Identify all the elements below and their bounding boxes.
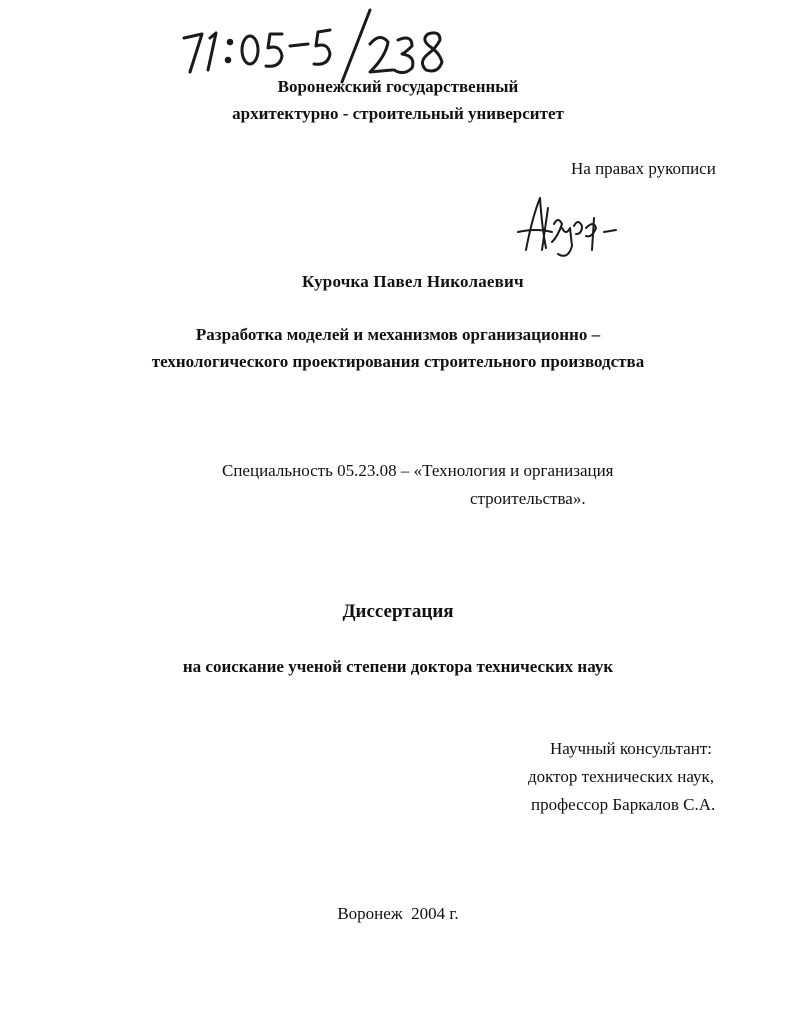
degree-statement: на соискание ученой степени доктора технических наук <box>182 657 614 676</box>
dissertation-title-line2: технологического проектирования строительного производства <box>151 352 645 371</box>
specialty-line1: Специальность 05.23.08 – «Технология и организация <box>222 461 614 480</box>
advisor-label: Научный консультант: <box>550 739 712 758</box>
advisor-degree: доктор технических наук, <box>528 767 715 786</box>
specialty-line2: строительства». <box>470 489 586 508</box>
document-type: Диссертация <box>342 601 454 622</box>
city-and-year: Воронеж 2004 г. <box>337 904 459 923</box>
rights-note: На правах рукописи <box>571 159 716 178</box>
advisor-name: профессор Баркалов С.А. <box>531 795 716 814</box>
dissertation-title-line1: Разработка моделей и механизмов организационно – <box>195 325 601 344</box>
author-signature <box>512 188 624 268</box>
university-name-line2: архитектурно - строительный университет <box>232 104 564 123</box>
author-name: Курочка Павел Николаевич <box>302 272 524 291</box>
university-name-line1: Воронежский государственный <box>277 77 519 96</box>
